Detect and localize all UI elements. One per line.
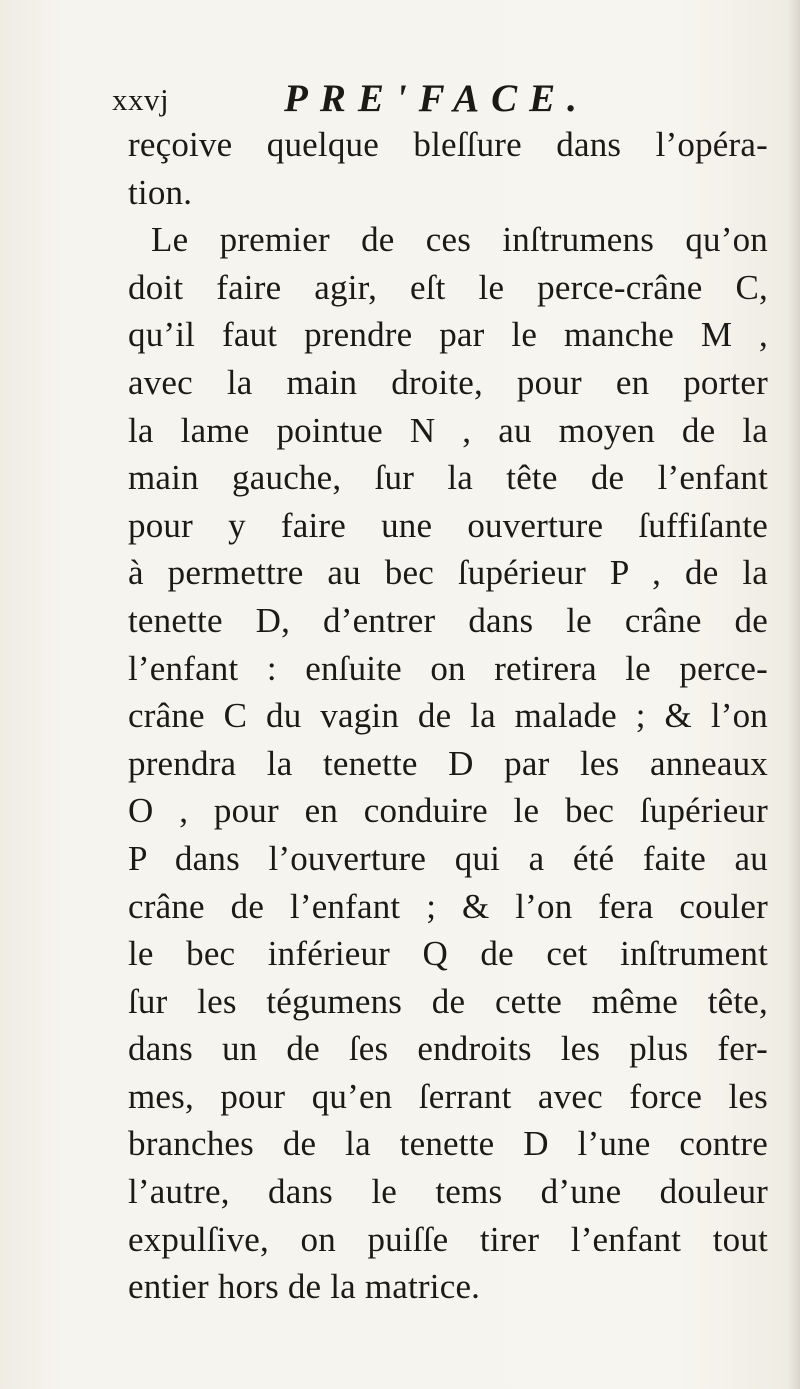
text-line: tenette D, d’entrer dans le crâne de	[128, 600, 768, 640]
text-line: mes, pour qu’en ſerrant avec force les	[128, 1076, 768, 1116]
text-line: le bec inférieur Q de cet inſtrument	[128, 934, 768, 974]
running-title: PRE'FACE.	[284, 77, 589, 120]
text-line: prendra la tenette D par les anneaux	[128, 743, 768, 783]
text-line: la lame pointue N , au moyen de la	[128, 410, 768, 450]
text-line: Le premier de ces inſtrumens qu’on	[151, 220, 768, 260]
text-line: expulſive, on puiſſe tirer l’enfant tout	[128, 1219, 768, 1259]
text-line: crâne de l’enfant ; & l’on fera couler	[128, 886, 768, 926]
text-line: l’autre, dans le tems d’une douleur	[128, 1172, 768, 1212]
page-edge-shadow	[788, 0, 800, 1389]
text-line: avec la main droite, pour en porter	[128, 362, 768, 402]
text-line: pour y faire une ouverture ſuffiſante	[128, 505, 768, 545]
text-line: dans un de ſes endroits les plus fer-	[128, 1029, 768, 1069]
text-line: doit faire agir, eſt le perce-crâne C,	[128, 267, 768, 307]
text-line: main gauche, ſur la tête de l’enfant	[128, 458, 768, 498]
text-line: à permettre au bec ſupérieur P , de la	[128, 553, 768, 593]
text-line: qu’il faut prendre par le manche M ,	[128, 315, 768, 355]
page-header	[112, 72, 752, 122]
text-line: entier hors de la matrice.	[128, 1267, 481, 1307]
text-line: crâne C du vagin de la malade ; & l’on	[128, 696, 768, 736]
text-line: branches de la tenette D l’une contre	[128, 1124, 768, 1164]
text-line: P dans l’ouverture qui a été faite au	[128, 838, 768, 878]
text-line: l’enfant : enſuite on retirera le perce-	[128, 648, 768, 688]
body-text	[128, 121, 768, 1311]
page-number: xxvj	[112, 82, 170, 117]
text-line: O , pour en conduire le bec ſupérieur	[128, 791, 768, 831]
text-line: reçoive quelque bleſſure dans l’opéra-	[128, 125, 768, 164]
text-line: tion.	[128, 172, 193, 212]
text-line: ſur les tégumens de cette même tête,	[128, 981, 768, 1021]
